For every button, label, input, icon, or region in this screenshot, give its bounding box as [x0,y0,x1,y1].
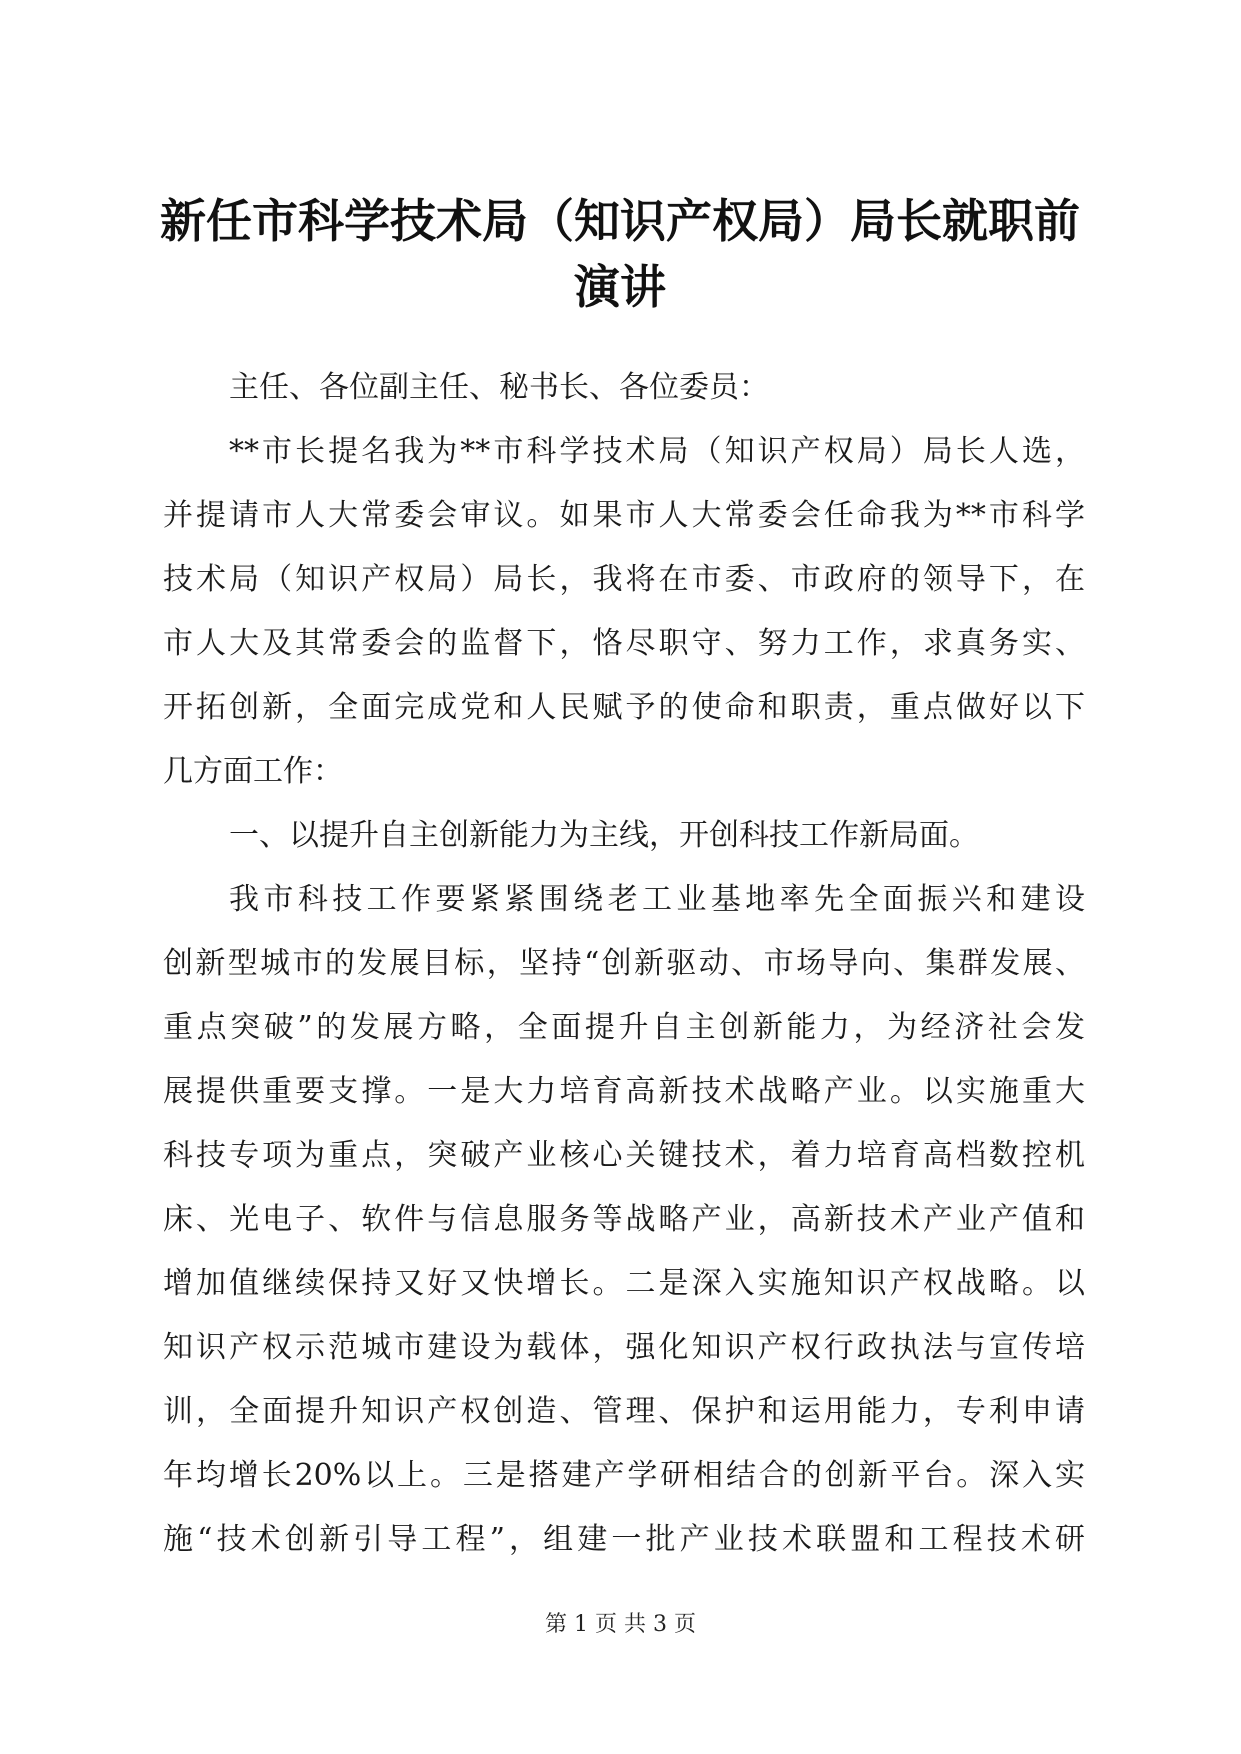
paragraph-line: 施“技术创新引导工程”，组建一批产业技术联盟和工程技术研 [163,1522,1085,1557]
salutation: 主任、各位副主任、秘书长、各位委员： [229,370,769,405]
paragraph-line: 重点突破”的发展方略，全面提升自主创新能力，为经济社会发 [163,1010,1085,1045]
paragraph-line: 科技专项为重点，突破产业核心关键技术，着力培育高档数控机 [163,1138,1085,1173]
paragraph-line: 增加值继续保持又好又快增长。二是深入实施知识产权战略。以 [163,1266,1085,1301]
paragraph-line: 几方面工作： [163,754,343,789]
title-line-1: 新任市科学技术局（知识产权局）局长就职前 [160,194,1080,248]
page-footer [0,1610,1241,1640]
section-heading: 一、以提升自主创新能力为主线，开创科技工作新局面。 [229,818,979,853]
paragraph-line: 创新型城市的发展目标，坚持“创新驱动、市场导向、集群发展、 [163,946,1085,981]
paragraph-line: 并提请市人大常委会审议。如果市人大常委会任命我为**市科学 [163,498,1085,533]
document-body [163,356,1085,1572]
paragraph-line: 展提供重要支撑。一是大力培育高新技术战略产业。以实施重大 [163,1074,1085,1109]
paragraph-line: 开拓创新，全面完成党和人民赋予的使命和职责，重点做好以下 [163,690,1085,725]
paragraph-line: 技术局（知识产权局）局长，我将在市委、市政府的领导下，在 [163,562,1085,597]
title-line-2: 演讲 [574,260,666,314]
paragraph-line: 年均增长20%以上。三是搭建产学研相结合的创新平台。深入实 [163,1458,1085,1493]
paragraph-line: 床、光电子、软件与信息服务等战略产业，高新技术产业产值和 [163,1202,1085,1237]
paragraph-line: 知识产权示范城市建设为载体，强化知识产权行政执法与宣传培 [163,1330,1085,1365]
paragraph-line: 市人大及其常委会的监督下，恪尽职守、努力工作，求真务实、 [163,626,1085,661]
paragraph-line: **市长提名我为**市科学技术局（知识产权局）局长人选， [229,434,1085,469]
document-title [150,188,1090,320]
paragraph-line: 我市科技工作要紧紧围绕老工业基地率先全面振兴和建设 [229,882,1085,917]
paragraph-line: 训，全面提升知识产权创造、管理、保护和运用能力，专利申请 [163,1394,1085,1429]
page-number-label: 第 1 页 共 3 页 [545,1612,696,1637]
